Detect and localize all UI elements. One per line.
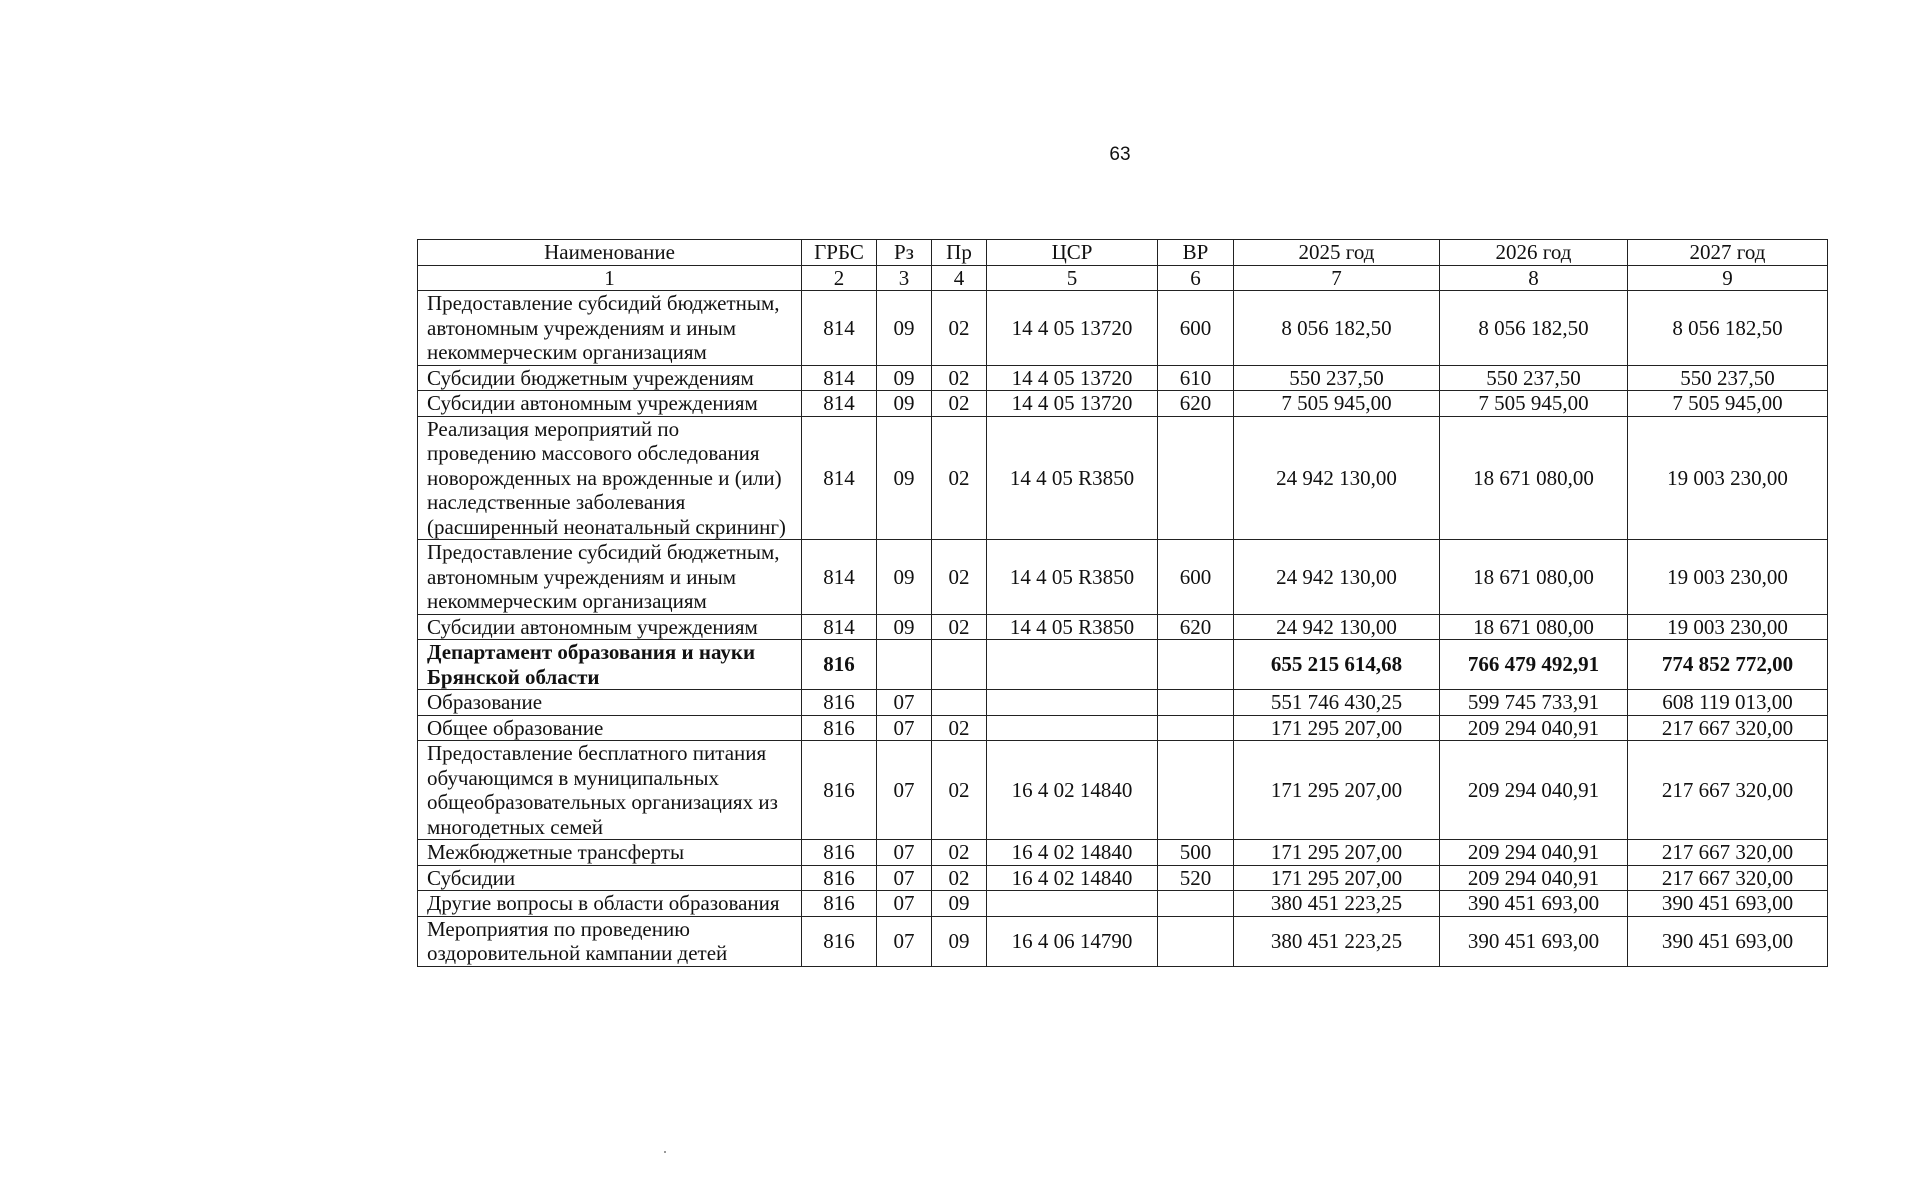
cell-name: Субсидии автономным учреждениям (418, 614, 802, 640)
cell-rz: 09 (877, 614, 932, 640)
cell-2025: 7 505 945,00 (1234, 391, 1440, 417)
cell-2026: 390 451 693,00 (1440, 916, 1628, 966)
cell-2027: 8 056 182,50 (1628, 291, 1828, 366)
header-vr: ВР (1158, 240, 1234, 266)
cell-2026: 209 294 040,91 (1440, 715, 1628, 741)
cell-csr (987, 690, 1158, 716)
cell-pr: 02 (932, 365, 987, 391)
cell-vr: 620 (1158, 391, 1234, 417)
cell-csr: 14 4 05 R3850 (987, 614, 1158, 640)
column-number: 4 (932, 265, 987, 291)
cell-pr: 02 (932, 391, 987, 417)
header-row (418, 240, 1828, 266)
cell-pr: 02 (932, 416, 987, 540)
cell-pr: 09 (932, 916, 987, 966)
page-number: 63 (1109, 144, 1131, 165)
cell-csr: 14 4 05 13720 (987, 291, 1158, 366)
cell-name: Департамент образования и науки Брянской области (418, 640, 802, 690)
cell-2027: 390 451 693,00 (1628, 916, 1828, 966)
cell-pr: 02 (932, 614, 987, 640)
cell-2025: 551 746 430,25 (1234, 690, 1440, 716)
cell-grbs: 814 (802, 416, 877, 540)
cell-2025: 380 451 223,25 (1234, 916, 1440, 966)
cell-2026: 599 745 733,91 (1440, 690, 1628, 716)
cell-grbs: 816 (802, 741, 877, 840)
cell-2027: 217 667 320,00 (1628, 840, 1828, 866)
cell-2026: 550 237,50 (1440, 365, 1628, 391)
table-row (418, 891, 1828, 917)
cell-2025: 171 295 207,00 (1234, 715, 1440, 741)
header-grbs: ГРБС (802, 240, 877, 266)
cell-csr (987, 891, 1158, 917)
cell-pr (932, 690, 987, 716)
cell-2025: 8 056 182,50 (1234, 291, 1440, 366)
header-pr: Пр (932, 240, 987, 266)
cell-rz: 09 (877, 365, 932, 391)
cell-name: Межбюджетные трансферты (418, 840, 802, 866)
cell-rz: 07 (877, 715, 932, 741)
cell-pr: 09 (932, 891, 987, 917)
cell-rz (877, 640, 932, 690)
cell-2025: 171 295 207,00 (1234, 840, 1440, 866)
cell-csr: 16 4 02 14840 (987, 741, 1158, 840)
header-rz: Рз (877, 240, 932, 266)
cell-2025: 550 237,50 (1234, 365, 1440, 391)
table-row (418, 291, 1828, 366)
cell-csr (987, 640, 1158, 690)
column-number: 2 (802, 265, 877, 291)
table-row (418, 416, 1828, 540)
cell-2026: 7 505 945,00 (1440, 391, 1628, 417)
cell-2025: 24 942 130,00 (1234, 540, 1440, 615)
cell-rz: 07 (877, 916, 932, 966)
cell-name: Субсидии бюджетным учреждениям (418, 365, 802, 391)
cell-name: Реализация мероприятий по проведению массового обследования новорожденных на врожденные и (или) наследственные заболевания (расширенный неонатальный скрининг) (418, 416, 802, 540)
cell-vr: 610 (1158, 365, 1234, 391)
cell-grbs: 816 (802, 891, 877, 917)
column-number: 3 (877, 265, 932, 291)
cell-name: Мероприятия по проведению оздоровительной кампании детей (418, 916, 802, 966)
cell-2026: 18 671 080,00 (1440, 540, 1628, 615)
cell-2027: 19 003 230,00 (1628, 540, 1828, 615)
table-row (418, 916, 1828, 966)
cell-vr: 500 (1158, 840, 1234, 866)
table-row (418, 741, 1828, 840)
cell-vr (1158, 741, 1234, 840)
column-number-row (418, 265, 1828, 291)
cell-2027: 390 451 693,00 (1628, 891, 1828, 917)
cell-csr (987, 715, 1158, 741)
column-number: 7 (1234, 265, 1440, 291)
cell-grbs: 816 (802, 715, 877, 741)
cell-2025: 171 295 207,00 (1234, 865, 1440, 891)
cell-2026: 390 451 693,00 (1440, 891, 1628, 917)
cell-pr (932, 640, 987, 690)
cell-vr: 620 (1158, 614, 1234, 640)
cell-vr (1158, 916, 1234, 966)
cell-2027: 217 667 320,00 (1628, 715, 1828, 741)
cell-2027: 608 119 013,00 (1628, 690, 1828, 716)
header-name: Наименование (418, 240, 802, 266)
cell-grbs: 814 (802, 391, 877, 417)
cell-2025: 24 942 130,00 (1234, 416, 1440, 540)
cell-name: Предоставление субсидий бюджетным, автономным учреждениям и иным некоммерческим организациям (418, 540, 802, 615)
table-row (418, 715, 1828, 741)
cell-csr: 14 4 05 R3850 (987, 540, 1158, 615)
cell-2027: 550 237,50 (1628, 365, 1828, 391)
cell-2025: 171 295 207,00 (1234, 741, 1440, 840)
table-row (418, 540, 1828, 615)
table-row (418, 391, 1828, 417)
cell-rz: 09 (877, 540, 932, 615)
cell-vr (1158, 640, 1234, 690)
cell-2026: 8 056 182,50 (1440, 291, 1628, 366)
cell-2027: 217 667 320,00 (1628, 865, 1828, 891)
cell-rz: 07 (877, 741, 932, 840)
cell-rz: 09 (877, 291, 932, 366)
cell-rz: 07 (877, 891, 932, 917)
column-number: 9 (1628, 265, 1828, 291)
cell-grbs: 814 (802, 614, 877, 640)
header-2026: 2026 год (1440, 240, 1628, 266)
cell-name: Общее образование (418, 715, 802, 741)
cell-csr: 16 4 02 14840 (987, 865, 1158, 891)
cell-csr: 14 4 05 R3850 (987, 416, 1158, 540)
cell-name: Субсидии автономным учреждениям (418, 391, 802, 417)
table-row (418, 365, 1828, 391)
cell-csr: 16 4 06 14790 (987, 916, 1158, 966)
cell-vr (1158, 416, 1234, 540)
cell-vr: 600 (1158, 291, 1234, 366)
header-csr: ЦСР (987, 240, 1158, 266)
cell-grbs: 816 (802, 690, 877, 716)
cell-rz: 07 (877, 865, 932, 891)
cell-2026: 766 479 492,91 (1440, 640, 1628, 690)
cell-2026: 209 294 040,91 (1440, 840, 1628, 866)
cell-2027: 7 505 945,00 (1628, 391, 1828, 417)
cell-name: Предоставление субсидий бюджетным, автономным учреждениям и иным некоммерческим организациям (418, 291, 802, 366)
cell-pr: 02 (932, 741, 987, 840)
cell-2027: 19 003 230,00 (1628, 614, 1828, 640)
scan-dot (664, 1151, 666, 1153)
cell-2025: 24 942 130,00 (1234, 614, 1440, 640)
cell-csr: 14 4 05 13720 (987, 391, 1158, 417)
cell-2027: 217 667 320,00 (1628, 741, 1828, 840)
header-2027: 2027 год (1628, 240, 1828, 266)
cell-name: Другие вопросы в области образования (418, 891, 802, 917)
cell-2027: 774 852 772,00 (1628, 640, 1828, 690)
cell-name: Субсидии (418, 865, 802, 891)
cell-pr: 02 (932, 540, 987, 615)
cell-grbs: 816 (802, 865, 877, 891)
cell-rz: 09 (877, 416, 932, 540)
cell-vr (1158, 715, 1234, 741)
cell-pr: 02 (932, 715, 987, 741)
cell-grbs: 816 (802, 916, 877, 966)
cell-vr (1158, 690, 1234, 716)
cell-2026: 18 671 080,00 (1440, 416, 1628, 540)
cell-grbs: 814 (802, 365, 877, 391)
table-row (418, 690, 1828, 716)
cell-2025: 655 215 614,68 (1234, 640, 1440, 690)
cell-grbs: 814 (802, 291, 877, 366)
cell-rz: 09 (877, 391, 932, 417)
cell-vr (1158, 891, 1234, 917)
cell-pr: 02 (932, 840, 987, 866)
cell-vr: 520 (1158, 865, 1234, 891)
cell-vr: 600 (1158, 540, 1234, 615)
cell-rz: 07 (877, 690, 932, 716)
cell-rz: 07 (877, 840, 932, 866)
cell-grbs: 816 (802, 840, 877, 866)
cell-2027: 19 003 230,00 (1628, 416, 1828, 540)
cell-pr: 02 (932, 291, 987, 366)
cell-name: Предоставление бесплатного питания обучающимся в муниципальных общеобразовательных организациях из многодетных семей (418, 741, 802, 840)
cell-name: Образование (418, 690, 802, 716)
table-row (418, 614, 1828, 640)
cell-csr: 16 4 02 14840 (987, 840, 1158, 866)
table-row (418, 840, 1828, 866)
column-number: 5 (987, 265, 1158, 291)
table-row (418, 640, 1828, 690)
column-number: 8 (1440, 265, 1628, 291)
column-number: 6 (1158, 265, 1234, 291)
cell-2026: 209 294 040,91 (1440, 865, 1628, 891)
cell-2026: 209 294 040,91 (1440, 741, 1628, 840)
table-body (418, 291, 1828, 967)
cell-2026: 18 671 080,00 (1440, 614, 1628, 640)
cell-csr: 14 4 05 13720 (987, 365, 1158, 391)
budget-table (417, 239, 1828, 967)
cell-2025: 380 451 223,25 (1234, 891, 1440, 917)
column-number: 1 (418, 265, 802, 291)
cell-pr: 02 (932, 865, 987, 891)
cell-grbs: 814 (802, 540, 877, 615)
cell-grbs: 816 (802, 640, 877, 690)
header-2025: 2025 год (1234, 240, 1440, 266)
table-row (418, 865, 1828, 891)
